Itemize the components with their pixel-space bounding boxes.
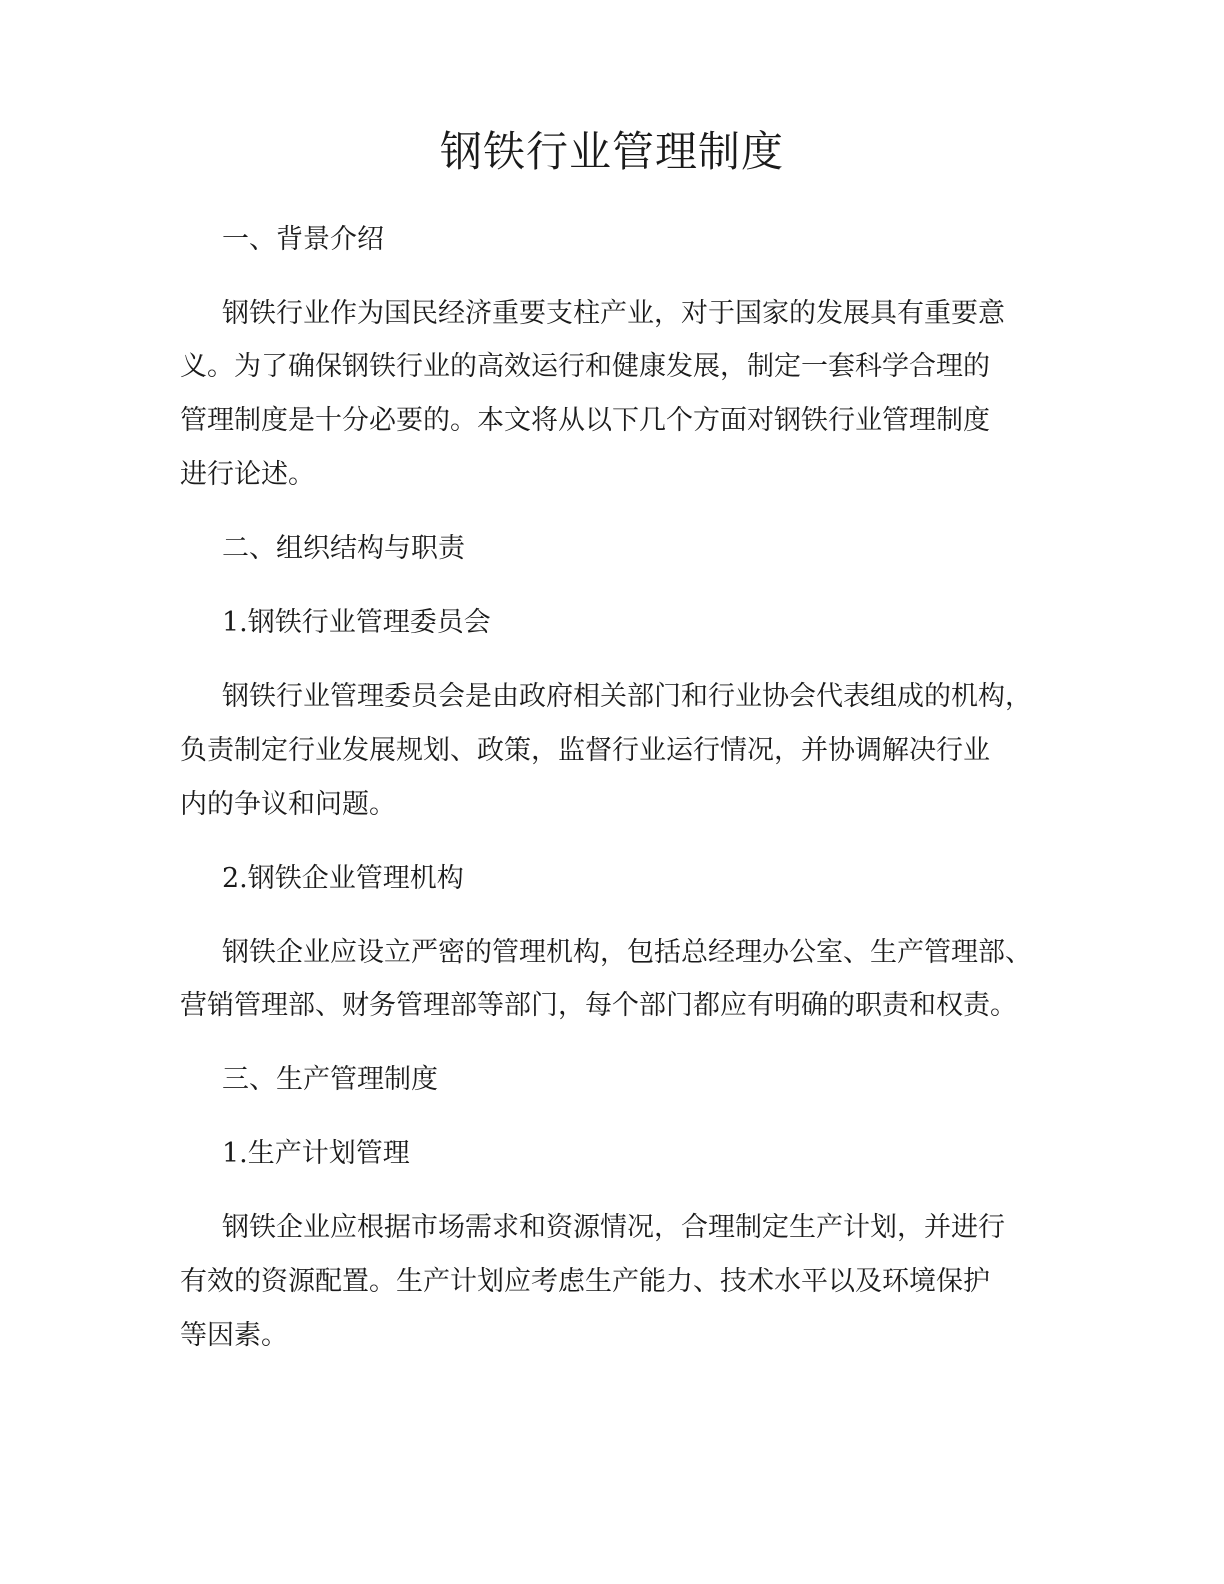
paragraph-line: 管理制度是十分必要的。本文将从以下几个方面对钢铁行业管理制度: [180, 405, 990, 436]
paragraph-line: 进行论述。: [180, 459, 315, 490]
paragraph-line: 内的争议和问题。: [180, 789, 396, 820]
paragraph-line: 钢铁行业管理委员会是由政府相关部门和行业协会代表组成的机构，: [222, 681, 1032, 712]
section-heading-organization: 二、组织结构与职责: [222, 533, 465, 564]
document-title: 钢铁行业管理制度: [439, 127, 784, 176]
subsection-heading-enterprise: 2.钢铁企业管理机构: [222, 863, 464, 894]
paragraph-line: 负责制定行业发展规划、政策，监督行业运行情况，并协调解决行业: [180, 735, 990, 766]
paragraph-line: 钢铁行业作为国民经济重要支柱产业，对于国家的发展具有重要意: [222, 298, 1005, 329]
paragraph-line: 等因素。: [180, 1320, 288, 1351]
paragraph-line: 义。为了确保钢铁行业的高效运行和健康发展，制定一套科学合理的: [180, 351, 990, 382]
paragraph-line: 营销管理部、财务管理部等部门，每个部门都应有明确的职责和权责。: [180, 990, 1017, 1021]
section-heading-production: 三、生产管理制度: [222, 1064, 438, 1095]
paragraph-line: 钢铁企业应设立严密的管理机构，包括总经理办公室、生产管理部、: [222, 937, 1032, 968]
subsection-heading-plan: 1.生产计划管理: [222, 1138, 410, 1169]
section-heading-background: 一、背景介绍: [222, 224, 384, 255]
subsection-heading-committee: 1.钢铁行业管理委员会: [222, 607, 491, 638]
paragraph-line: 有效的资源配置。生产计划应考虑生产能力、技术水平以及环境保护: [180, 1266, 990, 1297]
paragraph-line: 钢铁企业应根据市场需求和资源情况，合理制定生产计划，并进行: [222, 1212, 1005, 1243]
